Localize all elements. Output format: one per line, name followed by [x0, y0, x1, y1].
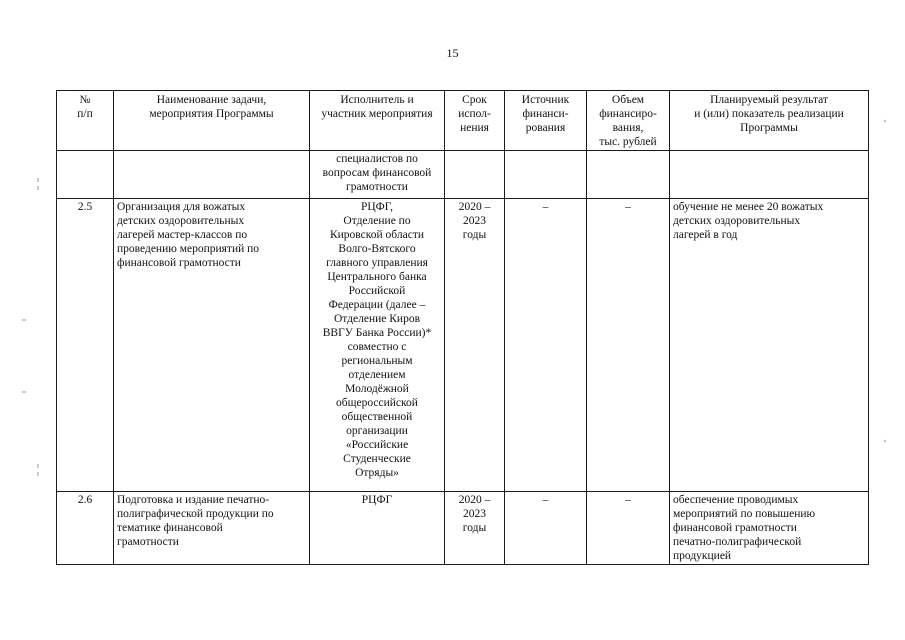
cell-result: обеспечение проводимых мероприятий по повышению финансовой грамотности печатно-полиграфической продукцией — [670, 492, 869, 565]
header-term: Срок испол- нения — [445, 91, 505, 151]
cell-number: 2.5 — [57, 199, 114, 492]
cell-task: Подготовка и издание печатно- полиграфической продукции по тематике финансовой грамотности — [114, 492, 310, 565]
table-header-row — [57, 91, 869, 151]
cell-volume: – — [587, 492, 670, 565]
cell-term: 2020 – 2023 годы — [445, 199, 505, 492]
table-row — [57, 151, 869, 199]
cell-source: – — [505, 492, 587, 565]
cell-source — [505, 151, 587, 199]
header-executor: Исполнитель и участник мероприятия — [310, 91, 445, 151]
header-number: № п/п — [57, 91, 114, 151]
cell-number — [57, 151, 114, 199]
header-source: Источник финанси- рования — [505, 91, 587, 151]
cell-task — [114, 151, 310, 199]
program-table — [56, 90, 869, 565]
cell-volume: – — [587, 199, 670, 492]
cell-term: 2020 – 2023 годы — [445, 492, 505, 565]
cell-task: Организация для вожатых детских оздоровительных лагерей мастер-классов по проведению мероприятий по финансовой грамотности — [114, 199, 310, 492]
cell-executor: РЦФГ — [310, 492, 445, 565]
cell-result: обучение не менее 20 вожатых детских оздоровительных лагерей в год — [670, 199, 869, 492]
cell-executor: РЦФГ, Отделение по Кировской области Волго-Вятского главного управления Центрального банка Российской Федерации (далее – Отделение Киров ВВГУ Банка России)* совместно с региональным отделением Молодёжной общероссийской общественной организации «Российские Студенческие Отряды» — [310, 199, 445, 492]
header-result: Планируемый результат и (или) показатель реализации Программы — [670, 91, 869, 151]
cell-result — [670, 151, 869, 199]
cell-term — [445, 151, 505, 199]
page-number: 15 — [446, 46, 459, 60]
cell-number: 2.6 — [57, 492, 114, 565]
table-row — [57, 199, 869, 492]
cell-volume — [587, 151, 670, 199]
header-volume: Объем финансиро- вания, тыс. рублей — [587, 91, 670, 151]
cell-source: – — [505, 199, 587, 492]
cell-executor: специалистов по вопросам финансовой грамотности — [310, 151, 445, 199]
table-row — [57, 492, 869, 565]
header-task: Наименование задачи, мероприятия Программы — [114, 91, 310, 151]
